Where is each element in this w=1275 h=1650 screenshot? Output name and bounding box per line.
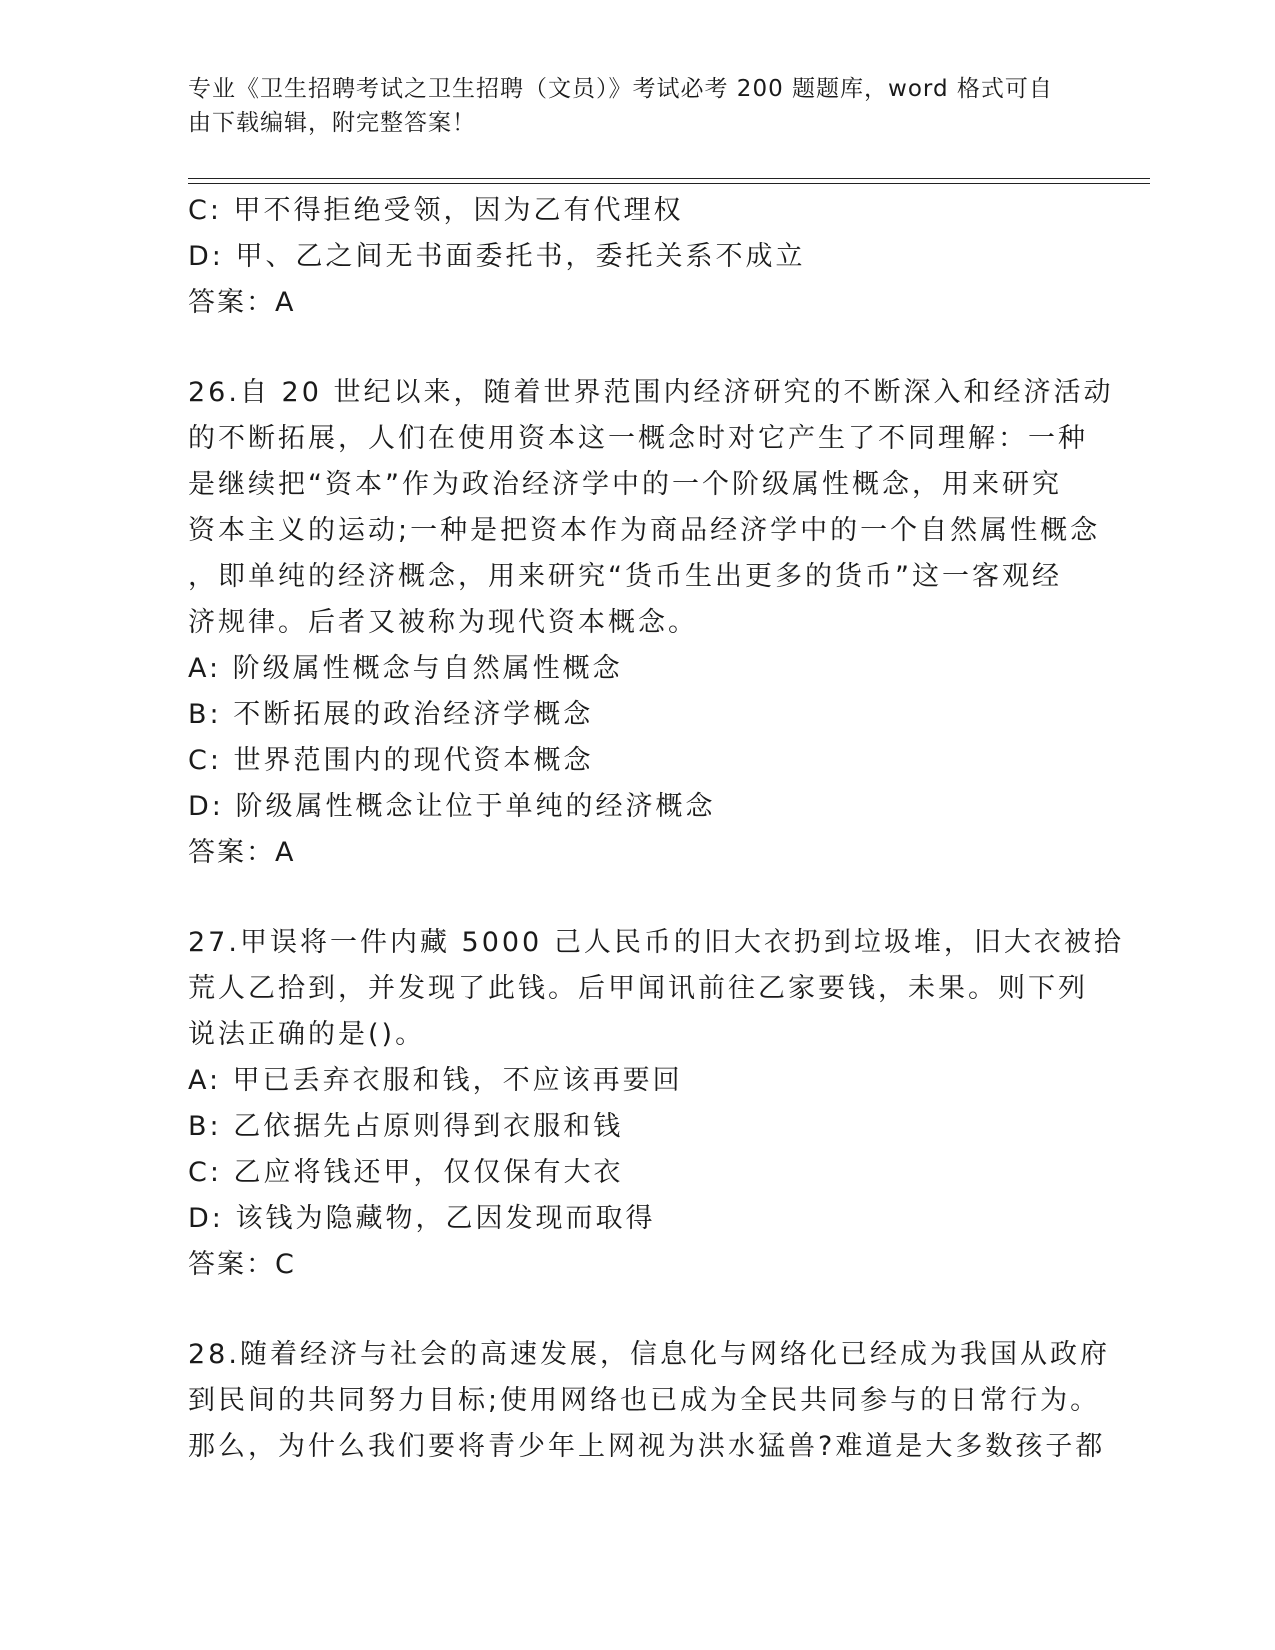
option-d: D: 甲、乙之间无书面委托书，委托关系不成立 <box>188 241 806 272</box>
option-c: C: 世界范围内的现代资本概念 <box>188 745 594 776</box>
question-text-line: ，即单纯的经济概念，用来研究“货币生出更多的货币”这一客观经 <box>188 561 1062 592</box>
option-b: B: 不断拓展的政治经济学概念 <box>188 699 594 730</box>
header-divider-top <box>188 178 1150 179</box>
spacer <box>188 326 1088 370</box>
question-28 <box>188 1332 1110 1470</box>
question-text-line: 的不断拓展，人们在使用资本这一概念时对它产生了不同理解：一种 <box>188 423 1088 454</box>
question-text-line: 27.甲误将一件内藏 5000 己人民币的旧大衣扔到垃圾堆，旧大衣被拾 <box>188 927 1124 958</box>
answer: 答案：A <box>188 287 296 318</box>
option-d: D: 阶级属性概念让位于单纯的经济概念 <box>188 791 716 822</box>
option-a: A: 阶级属性概念与自然属性概念 <box>188 653 623 684</box>
question-text-line: 资本主义的运动;一种是把资本作为商品经济学中的一个自然属性概念 <box>188 515 1101 546</box>
option-b: B: 乙依据先占原则得到衣服和钱 <box>188 1111 624 1142</box>
document-body <box>188 188 1124 1470</box>
question-text-line: 26.自 20 世纪以来，随着世界范围内经济研究的不断深入和经济活动 <box>188 377 1114 408</box>
question-text-line: 济规律。后者又被称为现代资本概念。 <box>188 607 698 638</box>
option-c: C: 甲不得拒绝受领，因为乙有代理权 <box>188 195 684 226</box>
answer: 答案：C <box>188 1249 296 1280</box>
question-27 <box>188 920 1124 1288</box>
question-text-line: 到民间的共同努力目标;使用网络也已成为全民共同参与的日常行为。 <box>188 1385 1101 1416</box>
option-c: C: 乙应将钱还甲，仅仅保有大衣 <box>188 1157 624 1188</box>
answer: 答案：A <box>188 837 296 868</box>
header-divider-bottom <box>188 183 1150 184</box>
question-text-line: 那么，为什么我们要将青少年上网视为洪水猛兽?难道是大多数孩子都 <box>188 1431 1106 1462</box>
question-26 <box>188 370 1114 876</box>
question-text-line: 说法正确的是()。 <box>188 1019 426 1050</box>
header-title-line-1: 专业《卫生招聘考试之卫生招聘（文员）》考试必考 200 题题库，word 格式可自 <box>188 76 1053 102</box>
spacer <box>188 1288 1088 1332</box>
question-text-line: 28.随着经济与社会的高速发展，信息化与网络化已经成为我国从政府 <box>188 1339 1110 1370</box>
question-text-line: 是继续把“资本”作为政治经济学中的一个阶级属性概念，用来研究 <box>188 469 1062 500</box>
spacer <box>188 876 1088 920</box>
option-a: A: 甲已丢弃衣服和钱，不应该再要回 <box>188 1065 683 1096</box>
question-text-line: 荒人乙拾到，并发现了此钱。后甲闻讯前往乙家要钱，未果。则下列 <box>188 973 1088 1004</box>
option-d: D: 该钱为隐藏物，乙因发现而取得 <box>188 1203 656 1234</box>
document-header <box>188 72 1068 140</box>
question-25-tail <box>188 188 1088 326</box>
header-title-line-2: 由下载编辑，附完整答案！ <box>188 110 476 136</box>
